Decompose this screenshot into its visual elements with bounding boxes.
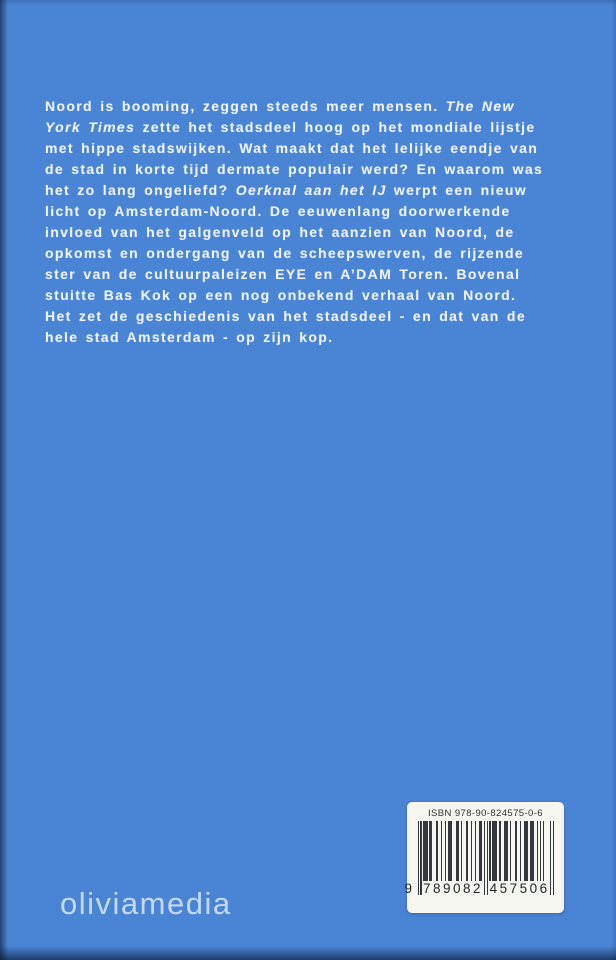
cover-edge-shadow-top (0, 0, 616, 5)
barcode-area (404, 821, 554, 896)
cover-edge-shadow-bottom (0, 946, 616, 960)
publisher-logo: oliviamedia (60, 886, 232, 921)
barcode-digit-lead: 9 (404, 881, 413, 896)
blurb-line: Noord is booming, zeggen steeds meer mensen. The New (45, 98, 515, 114)
blurb-line: de stad in korte tijd dermate populair werd? En waarom was (45, 161, 544, 177)
cover-edge-shadow-left (0, 0, 8, 960)
blurb-line: licht op Amsterdam-Noord. De eeuwenlang doorwerkende (45, 203, 511, 219)
cover-edge-shadow-right (611, 0, 616, 960)
barcode-digit-group-left: 789082 (422, 881, 483, 896)
blurb-line: hele stad Amsterdam - op zijn kop. (45, 329, 334, 345)
barcode-digits (404, 880, 554, 896)
blurb-line: het zo lang ongeliefd? Oerknal aan het IJ werpt een nieuw (45, 182, 528, 198)
blurb-line: Het zet de geschiedenis van het stadsdeel - en dat van de (45, 308, 526, 324)
blurb-line: ster van de cultuurpaleizen EYE en A’DAM Toren. Bovenal (45, 266, 521, 282)
blurb-line: invloed van het galgenveld op het aanzien van Noord, de (45, 224, 515, 240)
blurb-line: stuitte Bas Kok op een nog onbekend verhaal van Noord. (45, 287, 517, 303)
blurb-text (45, 96, 543, 348)
isbn-label: ISBN 978-90-824575-0-6 (428, 808, 543, 819)
blurb-line: met hippe stadswijken. Wat maakt dat het lelijke eendje van (45, 140, 539, 156)
blurb-line: opkomst en ondergang van de scheepswerven, de rijzende (45, 245, 525, 261)
barcode-digit-group-right: 457506 (489, 881, 550, 896)
blurb-line: York Times zette het stadsdeel hoog op het mondiale lijstje (45, 119, 536, 135)
barcode-panel (404, 802, 564, 913)
